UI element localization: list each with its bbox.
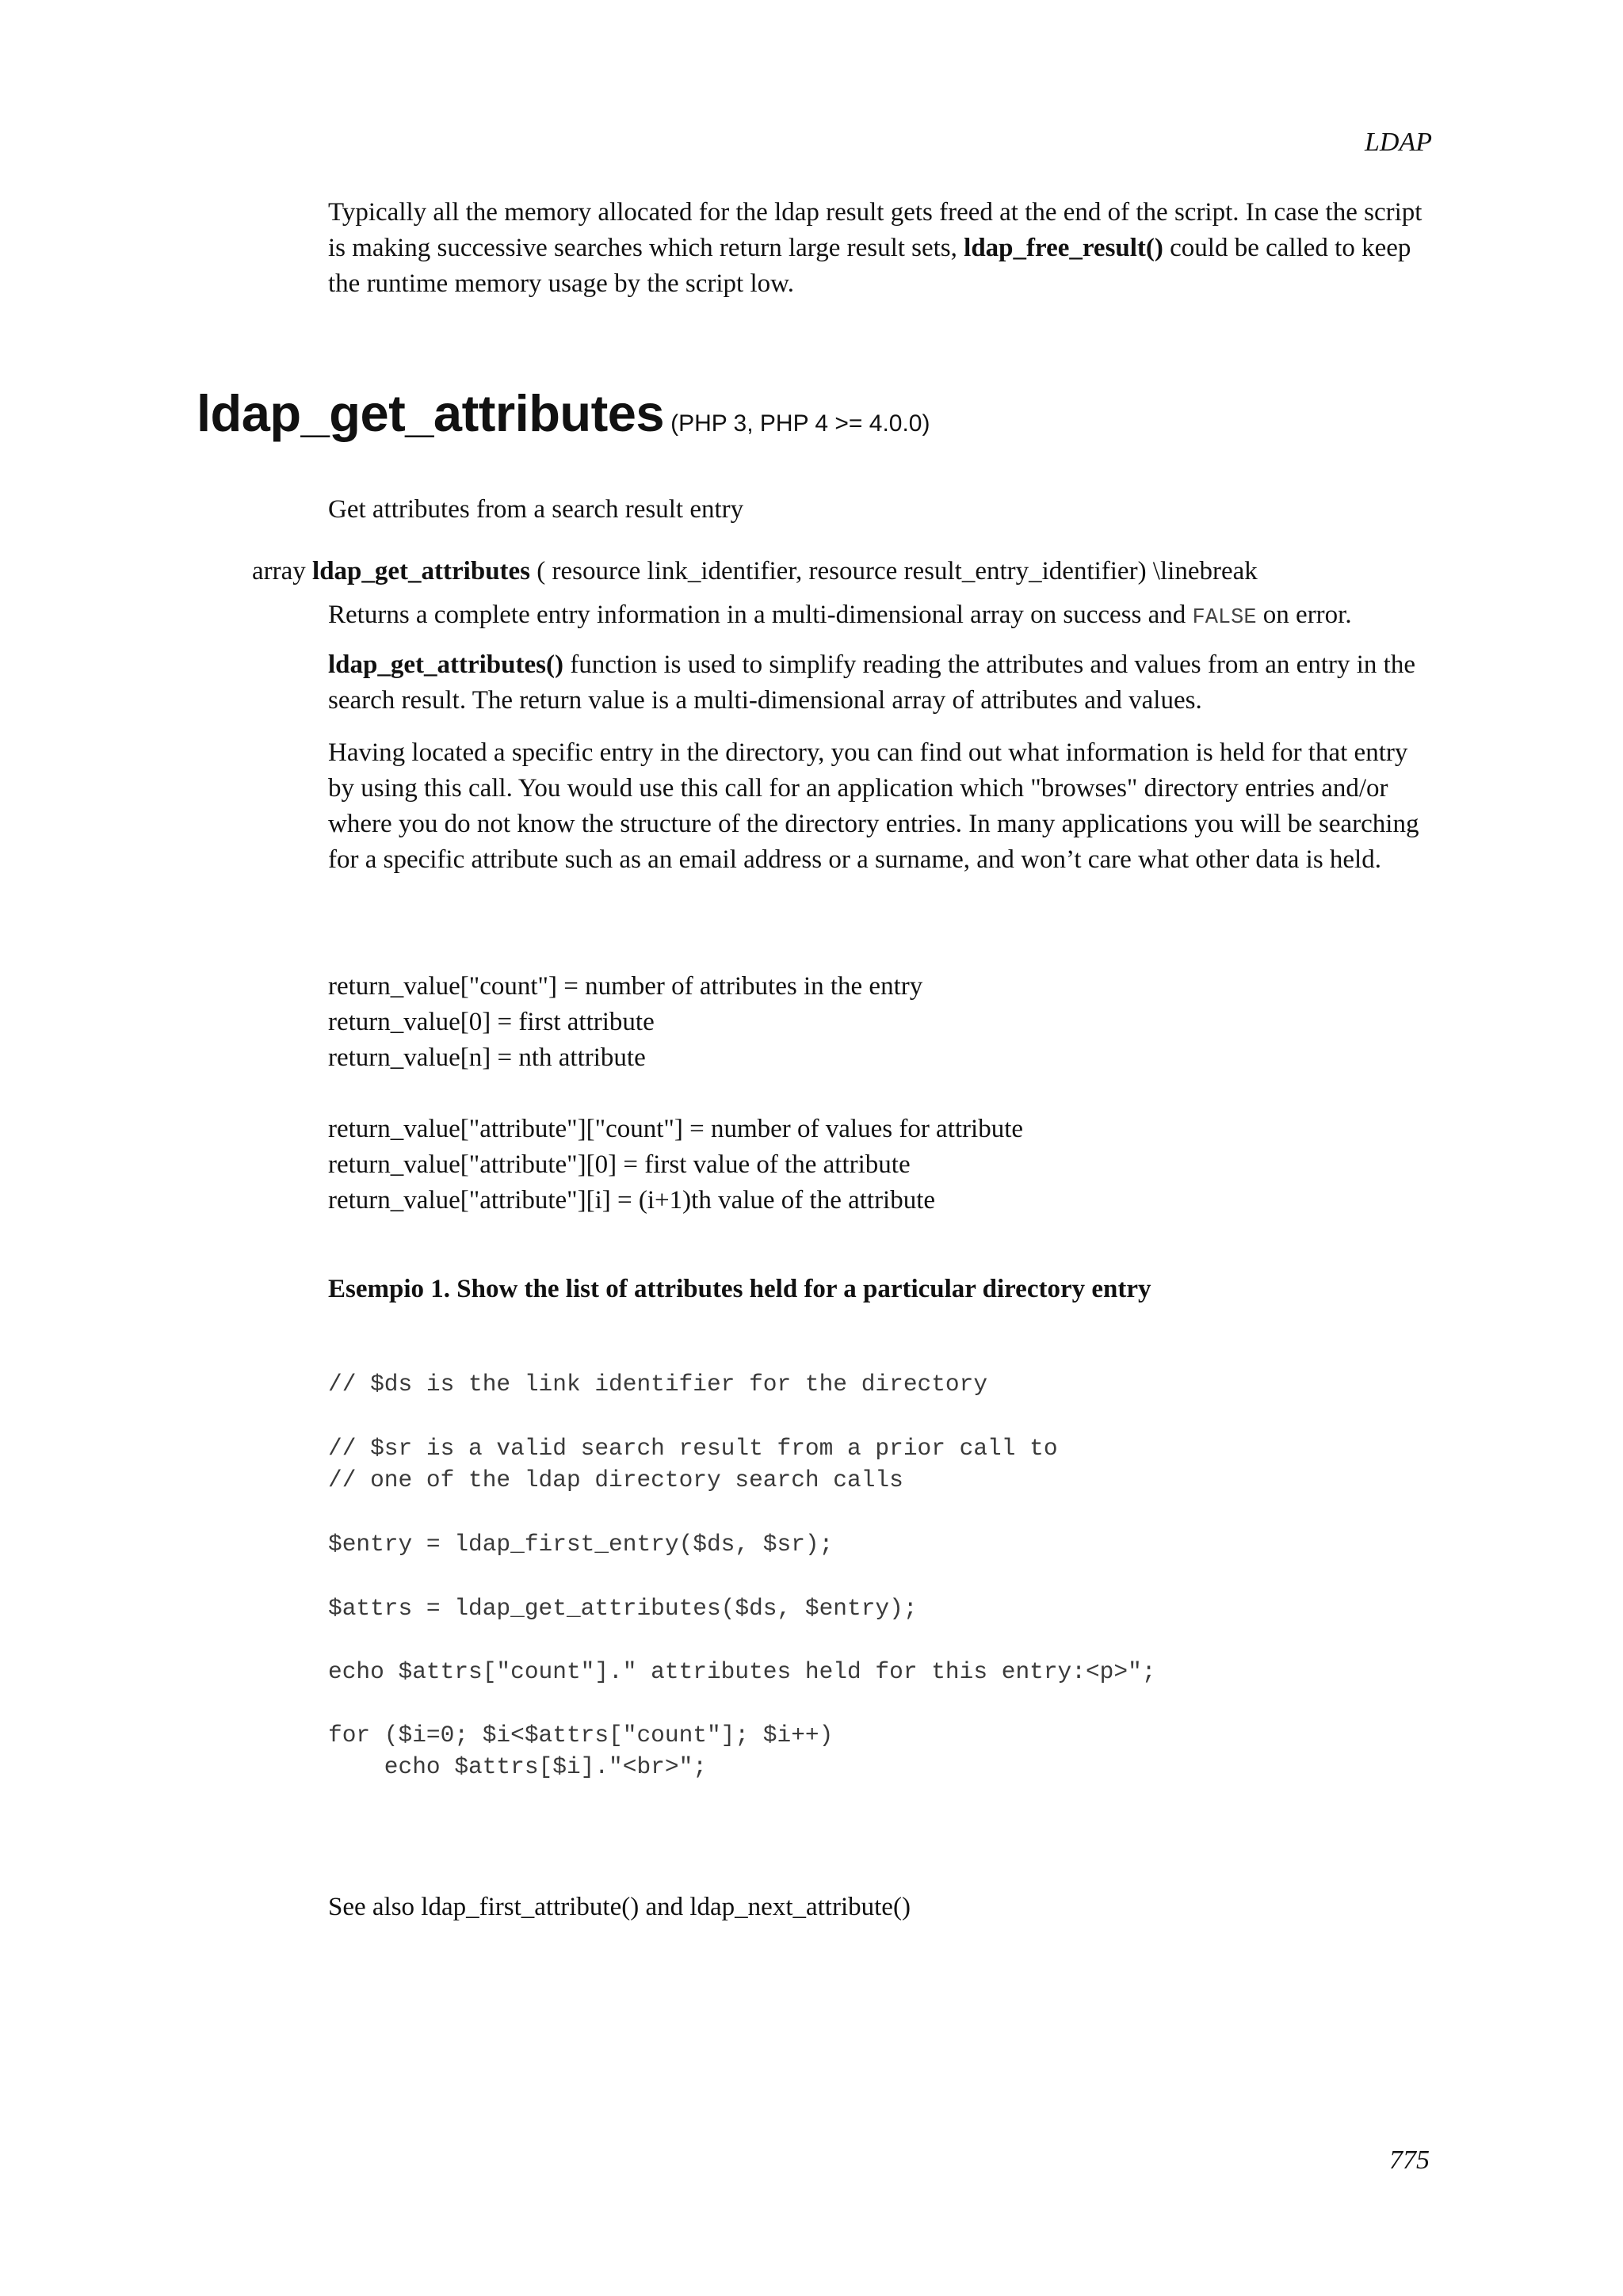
description-paragraph-1 <box>328 647 1438 719</box>
intro-text-2: could be called to keep the runtime memory usage by the script low. <box>328 234 1411 298</box>
see-also: See also ldap_first_attribute() and ldap_next_attribute() <box>328 1893 911 1921</box>
return-value-line: return_value["attribute"][i] = (i+1)th value of the attribute <box>328 1186 936 1215</box>
return-value-line: return_value["attribute"][0] = first value of the attribute <box>328 1150 911 1179</box>
returns-text-before: Returns a complete entry information in a multi-dimensional array on success and <box>328 601 1186 629</box>
return-value-line: return_value["attribute"]["count"] = number of values for attribute <box>328 1115 1024 1143</box>
intro-function-ref: ldap_free_result() <box>964 234 1163 262</box>
code-line: echo $attrs["count"]." attributes held for this entry:<p>"; <box>328 1658 1156 1685</box>
synopsis-params: ( resource link_identifier, resource result_entry_identifier) \linebreak <box>537 557 1258 585</box>
code-line: $entry = ldap_first_entry($ds, $sr); <box>328 1531 834 1558</box>
false-constant: FALSE <box>1192 606 1257 630</box>
function-purpose: Get attributes from a search result entry <box>328 495 744 524</box>
description-function-ref: ldap_get_attributes() <box>328 650 563 679</box>
code-line: $attrs = ldap_get_attributes($ds, $entry); <box>328 1595 918 1622</box>
page-number: 775 <box>1389 2145 1430 2175</box>
function-heading <box>197 383 930 443</box>
code-line: // $ds is the link identifier for the directory <box>328 1371 988 1398</box>
running-header: LDAP <box>1365 128 1432 157</box>
returns-paragraph <box>328 597 1438 636</box>
function-name: ldap_get_attributes <box>197 384 665 442</box>
function-version: (PHP 3, PHP 4 >= 4.0.0) <box>670 410 930 437</box>
return-value-line: return_value[0] = first attribute <box>328 1008 655 1036</box>
code-line: // one of the ldap directory search calls <box>328 1466 903 1493</box>
description-paragraph-2: Having located a specific entry in the directory, you can find out what information is held for that entry by using this call. You would use this call for an application which "browses" directory entries and/or where you do not know the structure of the directory entries. In many applications you will be searching for a specific attribute such as an email address or a surname, and won’t care what other data is held. <box>328 738 1419 874</box>
function-synopsis <box>252 554 1258 589</box>
returns-text-after: on error. <box>1262 601 1352 629</box>
return-value-line: return_value[n] = nth attribute <box>328 1043 646 1072</box>
synopsis-return-type: array <box>252 557 306 585</box>
intro-text-1: Typically all the memory allocated for the ldap result gets freed at the end of the script. In case the script is making successive searches which return large result sets, <box>328 198 1423 262</box>
description-text-1: function is used to simplify reading the attributes and values from an entry in the search result. The return value is a multi-dimensional array of attributes and values. <box>328 650 1415 715</box>
synopsis-function-name: ldap_get_attributes <box>312 557 531 585</box>
return-value-line: return_value["count"] = number of attributes in the entry <box>328 972 923 1001</box>
code-line: echo $attrs[$i]."<br>"; <box>328 1753 707 1780</box>
code-line: // $sr is a valid search result from a prior call to <box>328 1435 1058 1462</box>
intro-paragraph <box>328 195 1434 302</box>
code-line: for ($i=0; $i<$attrs["count"]; $i++) <box>328 1722 834 1749</box>
example-title: Esempio 1. Show the list of attributes held for a particular directory entry <box>328 1275 1151 1303</box>
